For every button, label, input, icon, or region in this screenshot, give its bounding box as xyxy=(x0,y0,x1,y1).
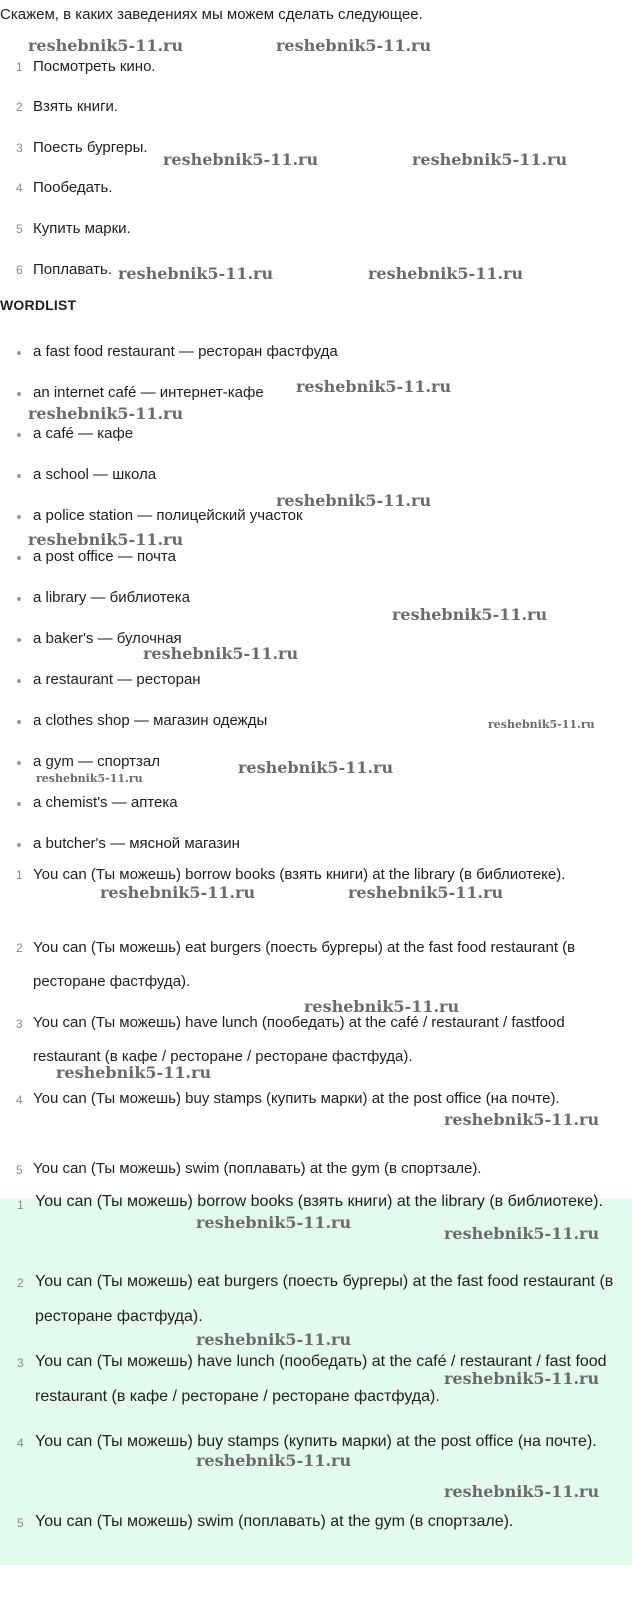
bullet-icon xyxy=(17,638,21,642)
task-number: 6 xyxy=(16,263,23,277)
answer-text: You can (Ты можешь) have lunch (пообедать) at the café / restaurant / fastfood restaurant (в кафе / ресторане / ресторане фастфуда). xyxy=(33,1014,565,1065)
answer-text: You can (Ты можешь) eat burgers (поесть бургеры) at the fast food restaurant (в ресторане фастфуда). xyxy=(35,1273,614,1325)
bullet-icon xyxy=(17,597,21,601)
task-text: Посмотреть кино. xyxy=(33,58,156,75)
bullet-icon xyxy=(17,679,21,683)
bullet-icon xyxy=(17,761,21,765)
answer-number: 4 xyxy=(17,1436,24,1450)
watermark: reshebnik5-11.ru xyxy=(56,1063,212,1082)
list-item: a police station — полицейский участок xyxy=(33,507,303,524)
answer-number: 5 xyxy=(16,1163,23,1177)
list-item: a fast food restaurant — ресторан фастфуда xyxy=(33,343,338,360)
answer-text: You can (Ты можешь) buy stamps (купить марки) at the post office (на почте). xyxy=(35,1433,597,1450)
task-number: 4 xyxy=(16,181,23,195)
list-item: an internet café — интернет-кафе xyxy=(33,384,264,401)
answer-text: You can (Ты можешь) borrow books (взять книги) at the library (в библиотеке). xyxy=(33,866,566,883)
bullet-icon xyxy=(17,351,21,355)
watermark: reshebnik5-11.ru xyxy=(392,605,548,624)
watermark: reshebnik5-11.ru xyxy=(28,530,184,549)
wordlist-heading: WORDLIST xyxy=(0,297,77,313)
list-item: a school — школа xyxy=(33,466,157,483)
list-item: a gym — спортзал xyxy=(33,753,161,770)
watermark: reshebnik5-11.ru xyxy=(444,1224,600,1243)
watermark: reshebnik5-11.ru xyxy=(36,772,143,785)
list-item: a restaurant — ресторан xyxy=(33,671,201,688)
task-number: 5 xyxy=(16,222,23,236)
task-number: 3 xyxy=(16,141,23,155)
bullet-icon xyxy=(17,515,21,519)
watermark: reshebnik5-11.ru xyxy=(276,36,432,55)
task-number: 2 xyxy=(16,100,23,114)
answer-number: 3 xyxy=(16,1017,23,1031)
list-item: a post office — почта xyxy=(33,548,176,565)
list-item: a clothes shop — магазин одежды xyxy=(33,712,268,729)
watermark: reshebnik5-11.ru xyxy=(196,1451,352,1470)
bullet-icon xyxy=(17,474,21,478)
watermark: reshebnik5-11.ru xyxy=(444,1369,600,1388)
list-item: a café — кафе xyxy=(33,425,134,442)
answer-text: You can (Ты можешь) borrow books (взять книги) at the library (в библиотеке). xyxy=(35,1193,603,1210)
task-text: Поесть бургеры. xyxy=(33,139,148,156)
watermark: reshebnik5-11.ru xyxy=(100,883,256,902)
task-text: Поплавать. xyxy=(33,261,113,278)
watermark: reshebnik5-11.ru xyxy=(488,718,595,731)
answer-number: 2 xyxy=(17,1276,24,1290)
watermark: reshebnik5-11.ru xyxy=(196,1330,352,1349)
answer-text: You can (Ты можешь) have lunch (пообедать) at the café / restaurant / fast food restaurant (в кафе / ресторане / ресторане фастфуда). xyxy=(35,1353,607,1405)
list-item: a butcher's — мясной магазин xyxy=(33,835,240,852)
answer-number: 2 xyxy=(16,941,23,955)
bullet-icon xyxy=(17,556,21,560)
watermark: reshebnik5-11.ru xyxy=(118,264,274,283)
bullet-icon xyxy=(17,843,21,847)
bullet-icon xyxy=(17,802,21,806)
watermark: reshebnik5-11.ru xyxy=(276,491,432,510)
answer-number: 1 xyxy=(16,868,23,882)
watermark: reshebnik5-11.ru xyxy=(348,883,504,902)
answer-text: You can (Ты можешь) swim (поплавать) at the gym (в спортзале). xyxy=(35,1513,514,1530)
answer-number: 1 xyxy=(17,1198,24,1212)
bullet-icon xyxy=(17,433,21,437)
bullet-icon xyxy=(17,392,21,396)
watermark: reshebnik5-11.ru xyxy=(412,150,568,169)
watermark: reshebnik5-11.ru xyxy=(444,1482,600,1501)
answer-number: 3 xyxy=(17,1356,24,1370)
watermark: reshebnik5-11.ru xyxy=(444,1110,600,1129)
exercise-instruction: Скажем, в каких заведениях мы можем сделать следующее. xyxy=(0,6,423,23)
task-number: 1 xyxy=(16,60,23,74)
watermark: reshebnik5-11.ru xyxy=(28,36,184,55)
answer-text: You can (Ты можешь) eat burgers (поесть бургеры) at the fast food restaurant (в ресторане фастфуда). xyxy=(33,939,576,990)
answer-text: You can (Ты можешь) swim (поплавать) at the gym (в спортзале). xyxy=(33,1160,482,1177)
watermark: reshebnik5-11.ru xyxy=(304,997,460,1016)
task-text: Купить марки. xyxy=(33,220,131,237)
list-item: a baker's — булочная xyxy=(33,630,182,647)
watermark: reshebnik5-11.ru xyxy=(296,377,452,396)
task-text: Взять книги. xyxy=(33,98,119,115)
bullet-icon xyxy=(17,720,21,724)
answer-text: You can (Ты можешь) buy stamps (купить марки) at the post office (на почте). xyxy=(33,1090,560,1107)
watermark: reshebnik5-11.ru xyxy=(28,404,184,423)
watermark: reshebnik5-11.ru xyxy=(238,758,394,777)
list-item: a library — библиотека xyxy=(33,589,190,606)
watermark: reshebnik5-11.ru xyxy=(143,644,299,663)
watermark: reshebnik5-11.ru xyxy=(368,264,524,283)
task-text: Пообедать. xyxy=(33,179,113,196)
watermark: reshebnik5-11.ru xyxy=(196,1213,352,1232)
watermark: reshebnik5-11.ru xyxy=(163,150,319,169)
list-item: a chemist's — аптека xyxy=(33,794,178,811)
answer-number: 4 xyxy=(16,1093,23,1107)
answer-number: 5 xyxy=(17,1516,24,1530)
